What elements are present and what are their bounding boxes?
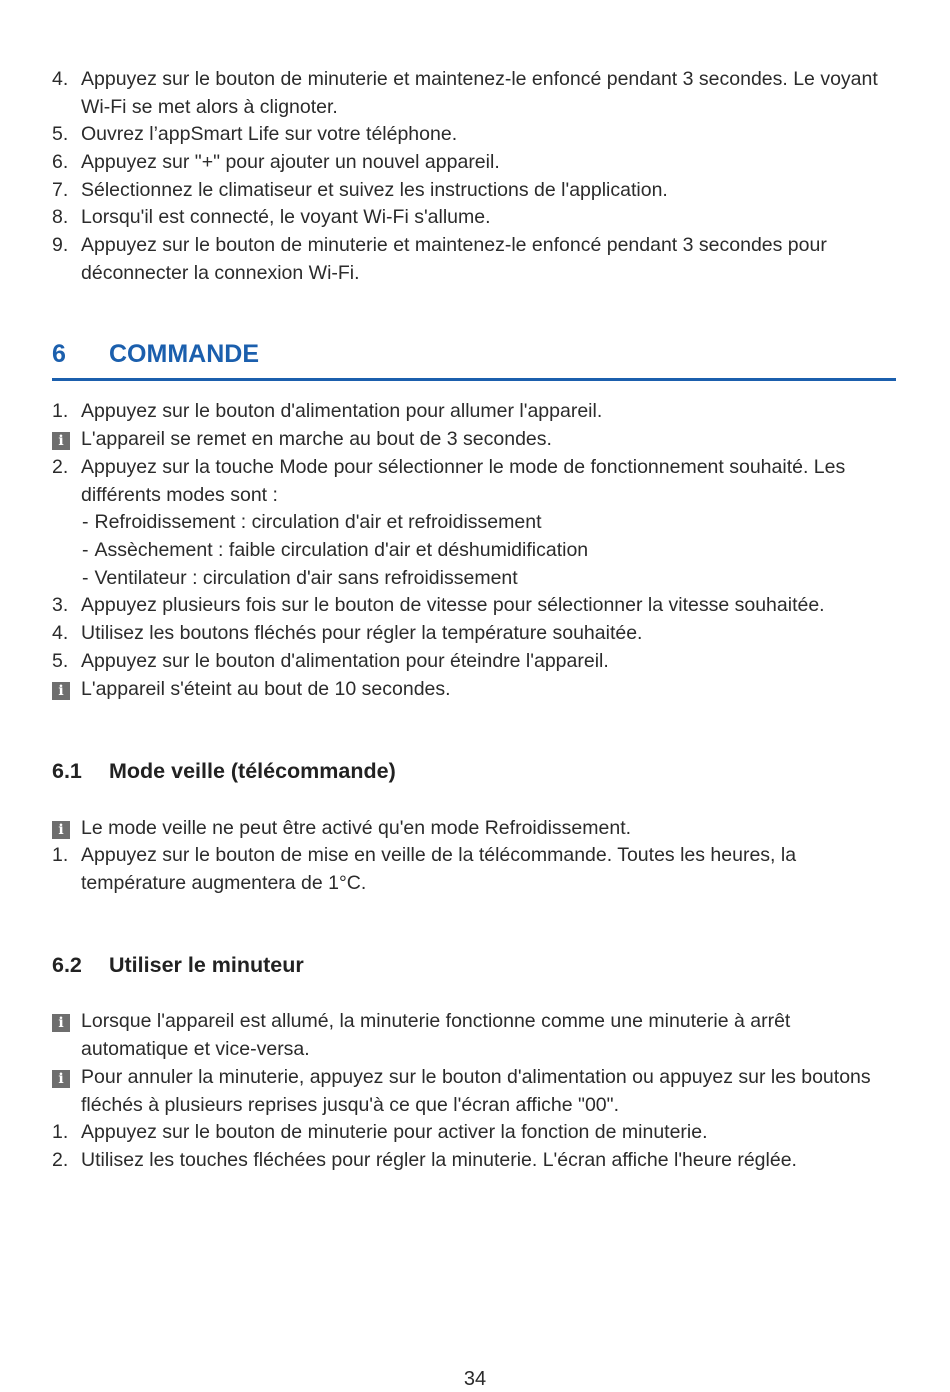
section-title: Mode veille (télécommande) (109, 759, 396, 783)
item-text: Appuyez sur le bouton d'alimentation pour éteindre l'appareil. (81, 650, 609, 672)
list-item (52, 1119, 898, 1147)
item-number: 3. (52, 594, 69, 616)
item-number: 4. (52, 68, 69, 90)
list-item (52, 842, 898, 898)
note-text: Lorsque l'appareil est allumé, la minuterie fonctionne comme une minuterie à arrêt automatique et vice-versa. (81, 1010, 791, 1060)
section-heading-6-2 (52, 951, 304, 979)
item-number: 2. (52, 456, 69, 478)
section-number: 6.1 (52, 759, 82, 783)
section-number: 6 (52, 340, 66, 368)
item-text: Appuyez sur le bouton de mise en veille de la télécommande. Toutes les heures, la température augmentera de 1°C. (81, 844, 797, 894)
item-text: Lorsqu'il est connecté, le voyant Wi-Fi s'allume. (81, 206, 491, 228)
item-text: Appuyez plusieurs fois sur le bouton de vitesse pour sélectionner la vitesse souhaitée. (81, 594, 825, 616)
list-item (52, 398, 898, 426)
item-number: 7. (52, 179, 69, 201)
info-note (52, 815, 898, 843)
mode-text: Assèchement : faible circulation d'air et déshumidification (94, 539, 589, 561)
dash-bullet: - (82, 511, 89, 533)
item-text: Appuyez sur le bouton de minuterie et maintenez-le enfoncé pendant 3 secondes pour déconnecter la connexion Wi-Fi. (81, 234, 827, 284)
list-item (52, 1147, 898, 1175)
section-heading-6 (52, 339, 896, 381)
page-number: 34 (463, 1368, 487, 1390)
info-note (52, 1064, 898, 1120)
note-text: Pour annuler la minuterie, appuyez sur le bouton d'alimentation ou appuyez sur les boutons fléchés à plusieurs reprises jusqu'à ce que l'écran affiche "00". (81, 1066, 871, 1116)
item-number: 6. (52, 151, 69, 173)
info-icon: i (52, 1014, 70, 1032)
list-item (52, 232, 898, 288)
item-text: Ouvrez l’appSmart Life sur votre téléphone. (81, 123, 458, 145)
info-note (52, 426, 898, 454)
note-text: L'appareil se remet en marche au bout de 3 secondes. (81, 428, 552, 450)
list-item (52, 149, 898, 177)
item-text: Appuyez sur le bouton de minuterie pour activer la fonction de minuterie. (81, 1121, 708, 1143)
mode-text: Refroidissement : circulation d'air et refroidissement (94, 511, 542, 533)
item-number: 5. (52, 650, 69, 672)
info-icon: i (52, 1070, 70, 1088)
list-item (52, 592, 898, 620)
item-text: Appuyez sur le bouton d'alimentation pour allumer l'appareil. (81, 400, 603, 422)
item-text: Appuyez sur la touche Mode pour sélectionner le mode de fonctionnement souhaité. Les différents modes sont : (81, 456, 846, 506)
dash-bullet: - (82, 539, 89, 561)
list-item (52, 66, 898, 122)
item-number: 1. (52, 400, 69, 422)
item-number: 2. (52, 1149, 69, 1171)
list-item (52, 454, 898, 510)
mode-text: Ventilateur : circulation d'air sans refroidissement (94, 567, 518, 589)
mode-item (82, 565, 518, 593)
dash-bullet: - (82, 567, 89, 589)
list-item (52, 177, 898, 205)
list-item (52, 620, 898, 648)
item-text: Sélectionnez le climatiseur et suivez les instructions de l'application. (81, 179, 668, 201)
item-number: 4. (52, 622, 69, 644)
section-number: 6.2 (52, 953, 82, 977)
info-note (52, 1008, 898, 1064)
info-icon: i (52, 432, 70, 450)
item-text: Appuyez sur "+" pour ajouter un nouvel appareil. (81, 151, 500, 173)
note-text: L'appareil s'éteint au bout de 10 secondes. (81, 678, 451, 700)
item-number: 1. (52, 1121, 69, 1143)
section-title: Utiliser le minuteur (109, 953, 304, 977)
section-title: COMMANDE (109, 340, 259, 368)
item-text: Utilisez les boutons fléchés pour régler la température souhaitée. (81, 622, 643, 644)
item-text: Utilisez les touches fléchées pour régler la minuterie. L'écran affiche l'heure réglée. (81, 1149, 797, 1171)
item-number: 8. (52, 206, 69, 228)
note-text: Le mode veille ne peut être activé qu'en mode Refroidissement. (81, 817, 632, 839)
info-note (52, 676, 898, 704)
item-number: 5. (52, 123, 69, 145)
item-number: 9. (52, 234, 69, 256)
info-icon: i (52, 821, 70, 839)
item-number: 1. (52, 844, 69, 866)
section-heading-6-1 (52, 757, 396, 785)
info-icon: i (52, 682, 70, 700)
list-item (52, 648, 898, 676)
mode-item (82, 537, 588, 565)
mode-item (82, 509, 542, 537)
list-item (52, 204, 898, 232)
item-text: Appuyez sur le bouton de minuterie et maintenez-le enfoncé pendant 3 secondes. Le voyant Wi-Fi se met alors à clignoter. (81, 68, 878, 118)
list-item (52, 121, 898, 149)
